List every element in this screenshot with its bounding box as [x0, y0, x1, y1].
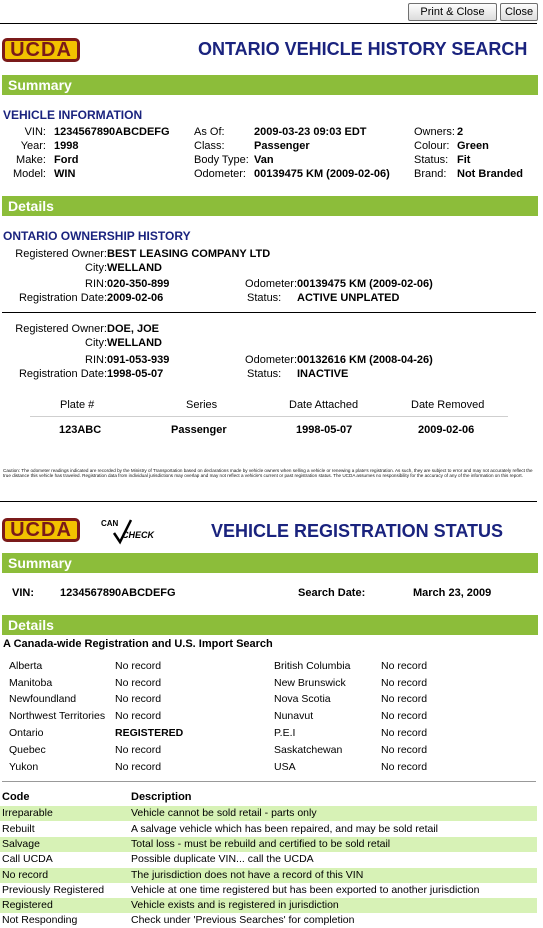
description-header: Description: [131, 791, 192, 803]
code-name: No record: [2, 869, 49, 881]
ucda-logo: UCDA: [2, 518, 80, 542]
owner-label: Registered Owner:: [15, 248, 107, 260]
code-description: Vehicle cannot be sold retail - parts only: [131, 807, 317, 819]
owner-name: BEST LEASING COMPANY LTD: [107, 248, 271, 260]
rin-label: RIN:: [85, 278, 107, 290]
summary-bar: Summary: [2, 553, 538, 573]
code-row: [0, 852, 537, 867]
jurisdiction-name: Ontario: [9, 727, 44, 739]
year-label: Year:: [20, 140, 46, 152]
details-bar: Details: [2, 615, 538, 635]
jurisdiction-status: No record: [115, 744, 162, 756]
code-name: Call UCDA: [2, 853, 53, 865]
brand-value: Not Branded: [457, 168, 523, 180]
code-description: Vehicle exists and is registered in jurisdiction: [131, 899, 339, 911]
brand-label: Brand:: [414, 168, 447, 180]
odometer-value: 00132616 KM (2008-04-26): [297, 354, 433, 366]
divider: [2, 312, 536, 313]
ucda-logo: UCDA: [2, 38, 80, 62]
jurisdiction-status: No record: [381, 677, 428, 689]
search-date-label: Search Date:: [298, 587, 366, 599]
colour-label: Colour:: [414, 140, 450, 152]
date-removed: 2009-02-06: [418, 424, 475, 436]
jurisdiction-name: Newfoundland: [9, 693, 77, 705]
jurisdiction-name: Quebec: [9, 744, 46, 756]
vin-label: VIN:: [12, 587, 34, 599]
code-row: [0, 913, 537, 928]
code-row: [0, 883, 537, 898]
code-row: [0, 837, 537, 852]
details-bar: Details: [2, 196, 538, 216]
year-value: 1998: [54, 140, 79, 152]
status-label: Status:: [247, 368, 282, 380]
caution-note: Caution: The odometer readings indicated are recorded by the Ministry of Transportation based on declarations made by vehicle owners when selling a vehicle or renewing a plate's registration. As such, they are subject to error and may not accurately reflect the true distance this vehicle has traveled. Registration data from individual jurisdictions may overlap and may not reflect a vehicle's current or past registration status. The UCDA assumes no responsibility for the accuracy of any of the information on this report.: [3, 468, 533, 479]
reg-date-value: 2009-02-06: [107, 292, 164, 304]
city-value: WELLAND: [107, 262, 162, 274]
jurisdiction-status: No record: [381, 744, 428, 756]
colour-value: Green: [457, 140, 489, 152]
jurisdiction-status: No record: [381, 761, 428, 773]
registration-title: VEHICLE REGISTRATION STATUS: [211, 521, 504, 541]
code-name: Not Responding: [2, 914, 78, 926]
divider: [2, 781, 536, 782]
jurisdiction-name: New Brunswick: [274, 677, 346, 689]
asof-value: 2009-03-23 09:03 EDT: [254, 126, 367, 138]
owners-value: 2: [457, 126, 464, 138]
vin-label: VIN:: [24, 126, 46, 138]
date-removed-header: Date Removed: [411, 399, 485, 411]
code-row: [0, 822, 537, 837]
code-description: Possible duplicate VIN... call the UCDA: [131, 853, 314, 865]
owner-name: DOE, JOE: [107, 323, 159, 335]
code-row: [0, 898, 537, 913]
class-label: Class:: [194, 140, 225, 152]
code-row: [0, 868, 537, 883]
reg-date-value: 1998-05-07: [107, 368, 164, 380]
body-type-value: Van: [254, 154, 274, 166]
divider: [0, 23, 537, 24]
make-label: Make:: [16, 154, 46, 166]
code-row: [0, 806, 537, 821]
owners-label: Owners:: [414, 126, 455, 138]
code-description: The jurisdiction does not have a record of this VIN: [131, 869, 364, 881]
status-label: Status:: [247, 292, 282, 304]
odometer-label: Odometer:: [245, 278, 297, 290]
code-name: Previously Registered: [2, 884, 105, 896]
code-name: Irreparable: [2, 807, 53, 819]
jurisdiction-status: No record: [381, 710, 428, 722]
asof-label: As Of:: [194, 126, 225, 138]
date-attached: 1998-05-07: [296, 424, 353, 436]
series-header: Series: [186, 399, 218, 411]
body-type-label: Body Type:: [194, 154, 249, 166]
jurisdiction-name: Alberta: [9, 660, 43, 672]
code-name: Rebuilt: [2, 823, 35, 835]
vehicle-info-heading: VEHICLE INFORMATION: [3, 108, 143, 122]
model-label: Model:: [12, 168, 46, 180]
jurisdiction-status: No record: [381, 660, 428, 672]
divider: [0, 501, 537, 502]
jurisdiction-name: Saskatchewan: [274, 744, 343, 756]
carcheck-top-text: CAN: [101, 519, 119, 528]
jurisdiction-name: Northwest Territories: [9, 710, 106, 722]
class-value: Passenger: [254, 140, 310, 152]
table-rule: [30, 416, 508, 417]
jurisdiction-status: No record: [115, 761, 162, 773]
jurisdiction-status: No record: [381, 693, 428, 705]
date-attached-header: Date Attached: [289, 399, 359, 411]
code-name: Registered: [2, 899, 53, 911]
reg-date-label: Registration Date:: [18, 292, 107, 304]
code-description: A salvage vehicle which has been repaired, and may be sold retail: [131, 823, 439, 835]
search-date-value: March 23, 2009: [413, 587, 492, 599]
plate-series: Passenger: [171, 424, 227, 436]
registration-search-heading: A Canada-wide Registration and U.S. Import Search: [3, 638, 273, 650]
code-header: Code: [2, 791, 30, 803]
carcheck-logo: [100, 519, 170, 545]
code-description: Check under 'Previous Searches' for completion: [131, 914, 355, 926]
plate-header: Plate #: [60, 399, 95, 411]
page-title: ONTARIO VEHICLE HISTORY SEARCH: [198, 39, 528, 59]
jurisdiction-name: Yukon: [9, 761, 39, 773]
jurisdiction-status: No record: [115, 693, 162, 705]
code-name: Salvage: [2, 838, 40, 850]
jurisdiction-name: Nunavut: [274, 710, 314, 722]
vin-value: 1234567890ABCDEFG: [60, 587, 176, 599]
reg-date-label: Registration Date:: [18, 368, 107, 380]
status-label: Status:: [414, 154, 449, 166]
make-value: Ford: [54, 154, 79, 166]
ownership-heading: ONTARIO OWNERSHIP HISTORY: [3, 229, 191, 243]
status-value: INACTIVE: [297, 368, 349, 380]
odometer-value: 00139475 KM (2009-02-06): [254, 168, 390, 180]
checkmark-icon: [112, 519, 132, 545]
city-value: WELLAND: [107, 337, 162, 349]
jurisdiction-name: Nova Scotia: [274, 693, 331, 705]
status-value: ACTIVE UNPLATED: [297, 292, 400, 304]
odometer-label: Odometer:: [245, 354, 297, 366]
code-description: Total loss - must be rebuild and certified to be sold retail: [131, 838, 391, 850]
close-button[interactable]: Close: [500, 3, 538, 21]
jurisdiction-status: No record: [115, 660, 162, 672]
odometer-label: Odometer:: [194, 168, 246, 180]
vin-value: 1234567890ABCDEFG: [54, 126, 170, 138]
carcheck-bottom-text: CHECK: [122, 530, 155, 540]
jurisdiction-status: No record: [115, 710, 162, 722]
jurisdiction-name: P.E.I: [274, 727, 296, 739]
status-value: Fit: [457, 154, 471, 166]
summary-bar: Summary: [2, 75, 538, 95]
jurisdiction-name: Manitoba: [9, 677, 53, 689]
city-label: City:: [85, 262, 107, 274]
jurisdiction-name: USA: [274, 761, 296, 773]
jurisdiction-status: No record: [381, 727, 428, 739]
plate-number: 123ABC: [59, 424, 102, 436]
owner-label: Registered Owner:: [15, 323, 107, 335]
code-description: Vehicle at one time registered but has been exported to another jurisdiction: [131, 884, 480, 896]
rin-value: 020-350-899: [107, 278, 170, 290]
print-close-button[interactable]: Print & Close: [408, 3, 497, 21]
rin-value: 091-053-939: [107, 354, 170, 366]
city-label: City:: [85, 337, 107, 349]
model-value: WIN: [54, 168, 76, 180]
rin-label: RIN:: [85, 354, 107, 366]
jurisdiction-status: REGISTERED: [115, 727, 184, 739]
odometer-value: 00139475 KM (2009-02-06): [297, 278, 433, 290]
jurisdiction-name: British Columbia: [274, 660, 351, 672]
jurisdiction-status: No record: [115, 677, 162, 689]
